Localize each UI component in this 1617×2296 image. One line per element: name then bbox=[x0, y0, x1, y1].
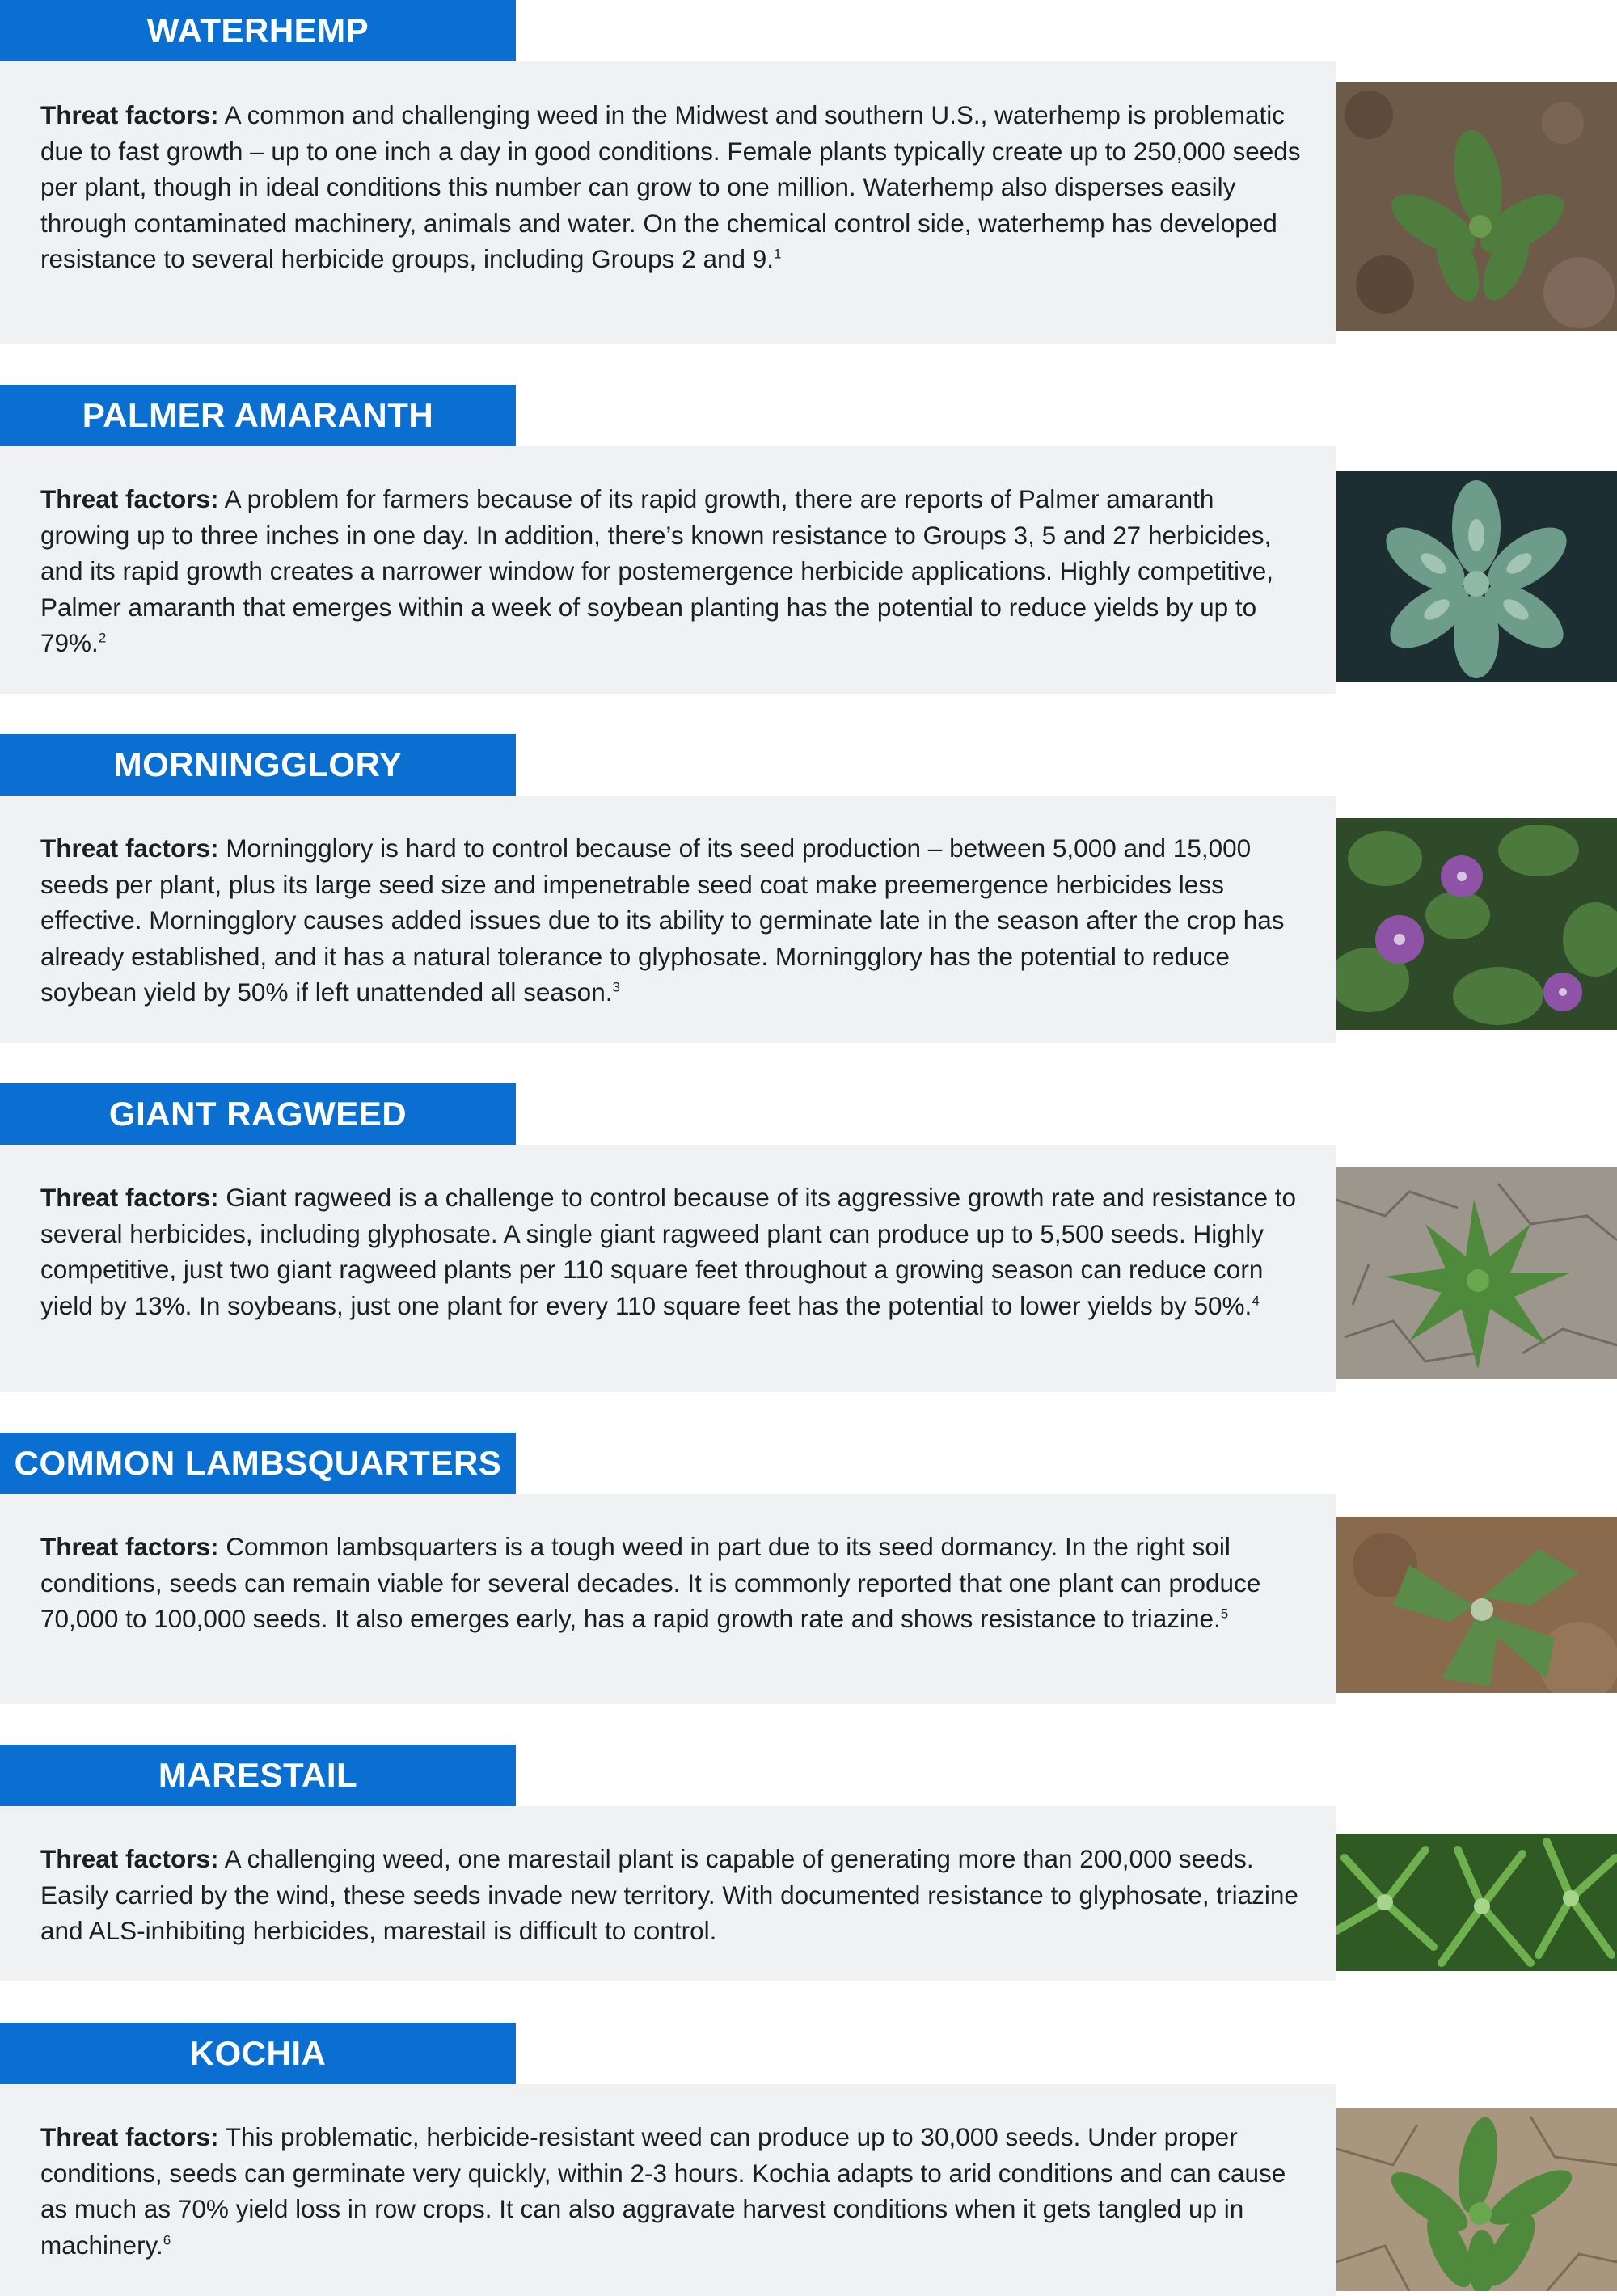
weed-section-waterhemp bbox=[0, 0, 1617, 344]
weed-title: MORNINGGLORY bbox=[0, 734, 516, 796]
giant-ragweed-photo bbox=[1336, 1167, 1617, 1379]
description-text: Common lambsquarters is a tough weed in part due to its seed dormancy. In the right soil conditions, seeds can remain viable for several decades. It is commonly reported that one plant can produce 70,000 to 100,000 seeds. It also emerges early, has a rapid growth rate and shows resistance to triazine. bbox=[40, 1532, 1261, 1633]
threat-factors-label: Threat factors: bbox=[40, 1532, 219, 1561]
threat-factors-label: Threat factors: bbox=[40, 834, 219, 863]
kochia-photo bbox=[1336, 2108, 1617, 2291]
footnote-marker: 2 bbox=[98, 630, 107, 646]
weed-section-common-lambsquarters bbox=[0, 1433, 1617, 1704]
weed-description bbox=[40, 830, 1303, 1011]
threat-factors-label: Threat factors: bbox=[40, 2122, 219, 2151]
weed-description bbox=[40, 481, 1303, 661]
weed-title: MARESTAIL bbox=[0, 1745, 516, 1806]
description-text: A problem for farmers because of its rapid growth, there are reports of Palmer amaranth growing up to three inches in one day. In addition, there’s known resistance to Groups 3, 5 and 27 herbicides, and its rapid growth creates a narrower window for postemergence herbicide applications. Highly competitive, Palmer amaranth that emerges within a week of soybean planting has the potential to reduce yields by up to 79%. bbox=[40, 484, 1274, 657]
description-text: This problematic, herbicide-resistant weed can produce up to 30,000 seeds. Under proper conditions, seeds can germinate very quickly, within 2-3 hours. Kochia adapts to arid conditions and can cause as much as 70% yield loss in row crops. It can also aggravate harvest conditions when it gets tangled up in machinery. bbox=[40, 2122, 1286, 2260]
threat-factors-label: Threat factors: bbox=[40, 1844, 219, 1873]
threat-factors-label: Threat factors: bbox=[40, 484, 219, 513]
weed-description bbox=[40, 97, 1303, 277]
weed-description bbox=[40, 2119, 1303, 2263]
weed-title: COMMON LAMBSQUARTERS bbox=[0, 1433, 516, 1494]
footnote-marker: 6 bbox=[163, 2232, 171, 2247]
threat-factors-label: Threat factors: bbox=[40, 100, 219, 129]
lambsquarters-photo bbox=[1336, 1517, 1617, 1693]
weed-panel bbox=[0, 446, 1336, 694]
weed-title: GIANT RAGWEED bbox=[0, 1083, 516, 1145]
weed-title: WATERHEMP bbox=[0, 0, 516, 61]
weed-panel bbox=[0, 1806, 1336, 1981]
footnote-marker: 1 bbox=[774, 246, 782, 262]
weed-panel bbox=[0, 61, 1336, 344]
waterhemp-photo bbox=[1336, 82, 1617, 331]
footnote-marker: 4 bbox=[1252, 1293, 1260, 1308]
weed-panel bbox=[0, 1145, 1336, 1392]
weed-section-kochia bbox=[0, 2023, 1617, 2296]
morningglory-photo bbox=[1336, 818, 1617, 1030]
weed-title: KOCHIA bbox=[0, 2023, 516, 2084]
weed-panel bbox=[0, 796, 1336, 1043]
weed-section-marestail bbox=[0, 1745, 1617, 1981]
weed-title: PALMER AMARANTH bbox=[0, 385, 516, 446]
weed-description bbox=[40, 1841, 1303, 1949]
weed-section-giant-ragweed bbox=[0, 1083, 1617, 1392]
weed-section-morningglory bbox=[0, 734, 1617, 1043]
footnote-marker: 5 bbox=[1220, 1606, 1229, 1622]
weed-description bbox=[40, 1529, 1303, 1637]
marestail-photo bbox=[1336, 1834, 1617, 1971]
description-text: Giant ragweed is a challenge to control because of its aggressive growth rate and resistance to several herbicides, including glyphosate. A single giant ragweed plant can produce up to 5,500 seeds. Highly competitive, just two giant ragweed plants per 110 square feet throughout a growing season can reduce corn yield by 13%. In soybeans, just one plant for every 110 square feet has the potential to lower yields by 50%. bbox=[40, 1183, 1297, 1320]
description-text: Morningglory is hard to control because of its seed production – between 5,000 and 15,000 seeds per plant, plus its large seed size and impenetrable seed coat make preemergence herbicides less effective. Morningglory causes added issues due to its ability to germinate late in the season after the crop has already established, and it has a natural tolerance to glyphosate. Morningglory has the potential to reduce soybean yield by 50% if left unattended all season. bbox=[40, 834, 1285, 1007]
footnote-marker: 3 bbox=[612, 979, 620, 995]
weed-section-palmer-amaranth bbox=[0, 385, 1617, 694]
weed-panel bbox=[0, 1494, 1336, 1704]
weed-panel bbox=[0, 2084, 1336, 2296]
description-text: A challenging weed, one marestail plant is capable of generating more than 200,000 seeds. Easily carried by the wind, these seeds invade new territory. With documented resistance to glyphosate, triazine and ALS-inhibiting herbicides, marestail is difficult to control. bbox=[40, 1844, 1298, 1945]
description-text: A common and challenging weed in the Midwest and southern U.S., waterhemp is problematic due to fast growth – up to one inch a day in good conditions. Female plants typically create up to 250,000 seeds per plant, though in ideal conditions this number can grow to one million. Waterhemp also disperses easily through contaminated machinery, animals and water. On the chemical control side, waterhemp has developed resistance to several herbicide groups, including Groups 2 and 9. bbox=[40, 100, 1301, 273]
palmer-amaranth-photo bbox=[1336, 471, 1617, 682]
weed-description bbox=[40, 1180, 1303, 1323]
threat-factors-label: Threat factors: bbox=[40, 1183, 219, 1212]
